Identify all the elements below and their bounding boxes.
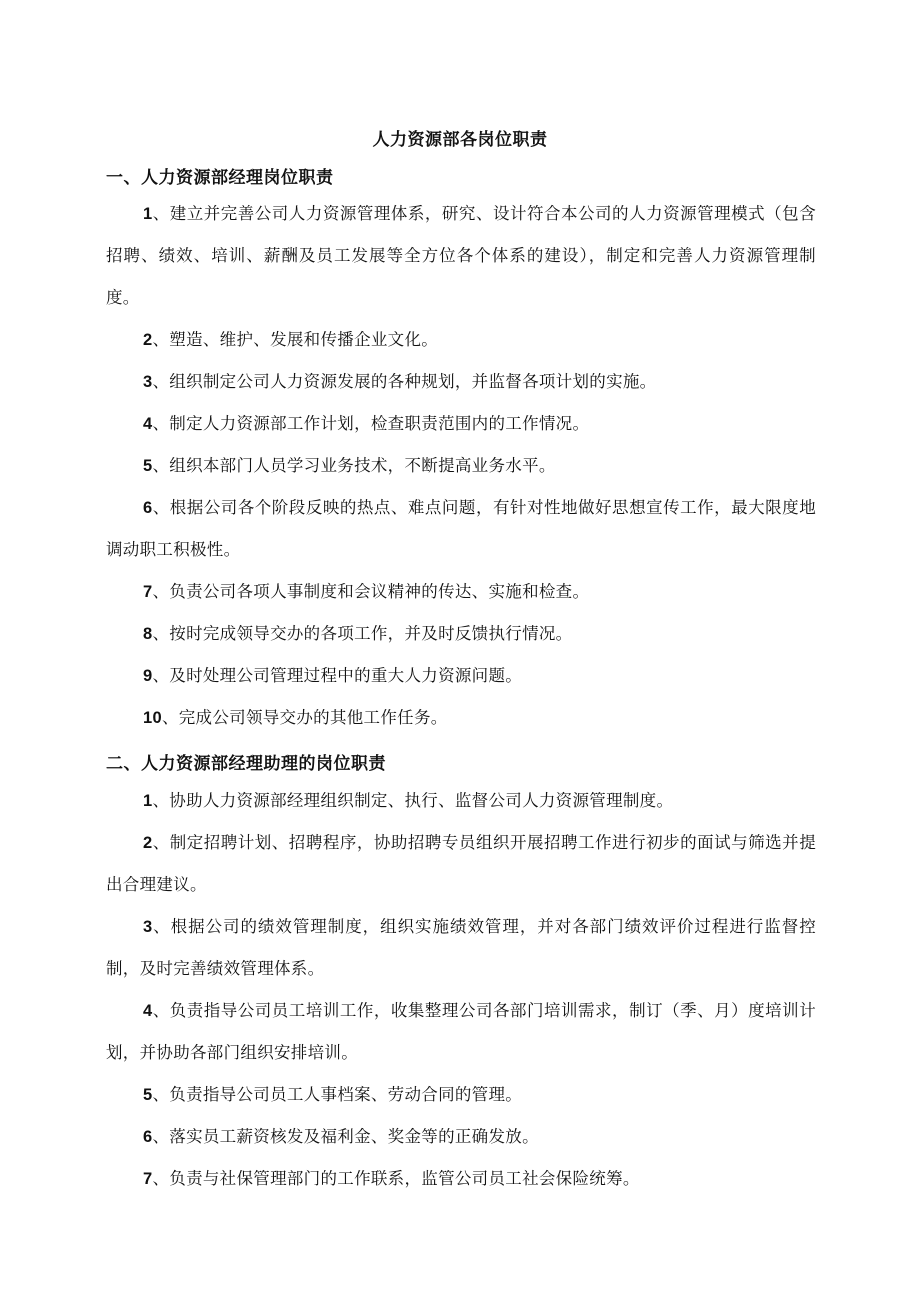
list-item: 10、完成公司领导交办的其他工作任务。 [143, 708, 448, 727]
list-item: 5、负责指导公司员工人事档案、劳动合同的管理。 [143, 1085, 523, 1104]
section-heading-2: 二、人力资源部经理助理的岗位职责 [106, 754, 386, 774]
list-item: 3、组织制定公司人力资源发展的各种规划，并监督各项计划的实施。 [143, 372, 657, 391]
section-heading-1: 一、人力资源部经理岗位职责 [106, 168, 334, 188]
list-item: 1、建立并完善公司人力资源管理体系，研究、设计符合本公司的人力资源管理模式（包含招聘、绩效、培训、薪酬及员工发展等全方位各个体系的建设），制定和完善人力资源管理制度。 [106, 204, 816, 307]
list-item: 5、组织本部门人员学习业务技术，不断提高业务水平。 [143, 456, 556, 475]
list-item: 2、塑造、维护、发展和传播企业文化。 [143, 330, 439, 349]
list-item: 9、及时处理公司管理过程中的重大人力资源问题。 [143, 666, 523, 685]
list-item: 6、落实员工薪资核发及福利金、奖金等的正确发放。 [143, 1127, 539, 1146]
list-item: 2、制定招聘计划、招聘程序，协助招聘专员组织开展招聘工作进行初步的面试与筛选并提出合理建议。 [106, 833, 816, 894]
list-item: 7、负责公司各项人事制度和会议精神的传达、实施和检查。 [143, 582, 590, 601]
document-title: 人力资源部各岗位职责 [372, 130, 548, 150]
list-item: 6、根据公司各个阶段反映的热点、难点问题，有针对性地做好思想宣传工作，最大限度地调动职工积极性。 [106, 498, 816, 559]
list-item: 1、协助人力资源部经理组织制定、执行、监督公司人力资源管理制度。 [143, 791, 674, 810]
list-item: 8、按时完成领导交办的各项工作，并及时反馈执行情况。 [143, 624, 573, 643]
list-item: 4、负责指导公司员工培训工作，收集整理公司各部门培训需求，制订（季、月）度培训计划，并协助各部门组织安排培训。 [106, 1001, 816, 1062]
list-item: 4、制定人力资源部工作计划，检查职责范围内的工作情况。 [143, 414, 590, 433]
list-item: 7、负责与社保管理部门的工作联系，监管公司员工社会保险统筹。 [143, 1169, 640, 1188]
list-item: 3、根据公司的绩效管理制度，组织实施绩效管理，并对各部门绩效评价过程进行监督控制，及时完善绩效管理体系。 [106, 917, 816, 978]
